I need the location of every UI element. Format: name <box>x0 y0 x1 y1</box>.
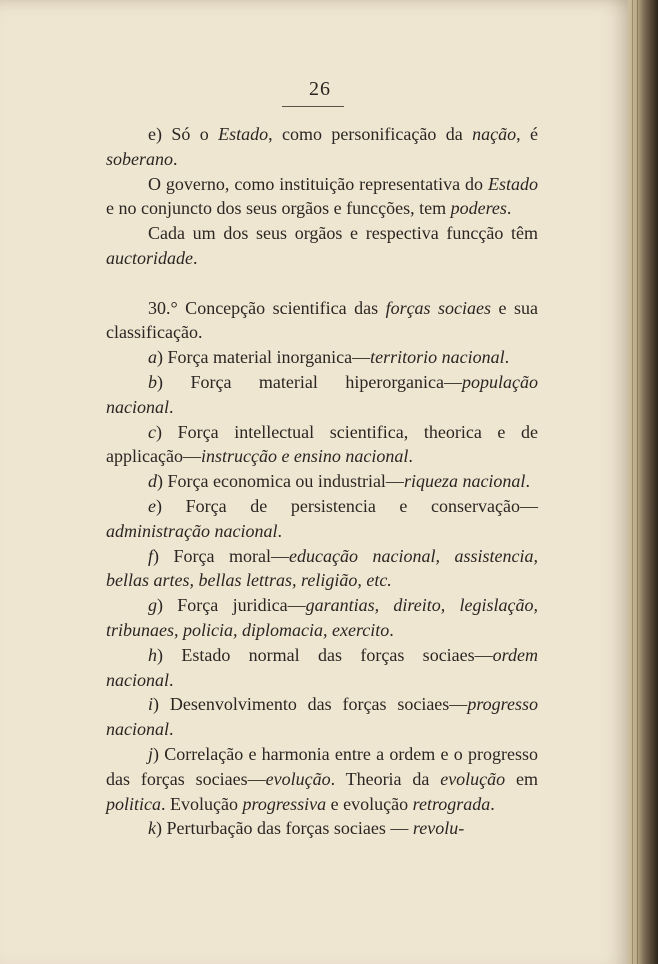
body-text <box>106 122 538 841</box>
page-edges <box>628 0 658 964</box>
paragraph-e1 <box>106 122 538 172</box>
text-run: . <box>408 446 413 467</box>
paragraph-g <box>106 593 538 643</box>
text-run: e sua classificação. <box>106 297 538 343</box>
text-run: ) Força intellectual scientifica, theorica e de applicação— <box>106 421 538 467</box>
text-run: ) Estado normal das forças sociaes— <box>157 644 493 665</box>
italic-text: f <box>148 545 154 566</box>
text-run: . <box>193 247 198 268</box>
text-run: . Theoria da <box>330 768 441 789</box>
italic-text: revolu- <box>412 818 465 839</box>
text-run: . <box>169 719 174 740</box>
paragraph-s30 <box>106 296 538 346</box>
page-number: 26 <box>309 78 331 100</box>
italic-text: h <box>148 644 157 665</box>
italic-text: evolução <box>440 768 506 789</box>
italic-text: k <box>148 818 156 839</box>
italic-text: c <box>148 421 156 442</box>
text-run: . <box>389 619 394 640</box>
paragraph-e2 <box>106 494 538 544</box>
italic-text: poderes <box>450 198 507 219</box>
text-run: ) Correlação e harmonia entre a ordem e o progresso das forças sociaes— <box>106 743 538 789</box>
text-run: . <box>173 148 178 169</box>
text-run: ) Força de persistencia e conservação— <box>156 495 538 516</box>
italic-text: politica <box>106 793 161 814</box>
text-run: ) Perturbação das forças sociaes — <box>156 818 413 839</box>
text-run: e no conjuncto dos seus orgãos e funcções, tem <box>106 198 451 219</box>
italic-text: riqueza nacional <box>403 471 526 492</box>
italic-text: g <box>148 595 157 616</box>
text-run: ) Desenvolvimento das forças sociaes— <box>153 694 468 715</box>
text-run: ) Força material hiperorganica— <box>157 371 462 392</box>
italic-text: a <box>148 347 157 368</box>
text-run: ) Força juridica— <box>157 595 306 616</box>
italic-text: ordem nacional <box>106 644 538 690</box>
text-run: e evolução <box>326 793 413 814</box>
italic-text: garantias, direito, legislação, tribunaes, policia, diplomacia, exercito <box>106 595 538 640</box>
italic-text: progressiva <box>242 793 327 814</box>
text-run: ) Força moral— <box>153 545 290 566</box>
text-run: . <box>490 793 495 814</box>
paragraph-k <box>106 816 538 841</box>
text-run: . <box>169 396 174 417</box>
text-run: Cada um dos seus orgãos e respectiva funcção têm <box>148 223 538 244</box>
text-run: . <box>169 669 174 690</box>
text-run: . <box>504 347 510 368</box>
italic-text: progresso nacional <box>106 694 538 740</box>
paragraph-cada <box>106 221 538 271</box>
text-run: em <box>505 768 538 789</box>
italic-text: e <box>148 495 156 516</box>
italic-text: b <box>148 371 157 392</box>
italic-text: instrucção e ensino nacional <box>200 446 409 467</box>
paragraph-h <box>106 643 538 693</box>
italic-text: soberano <box>106 148 173 169</box>
italic-text: j <box>148 743 154 764</box>
paragraph-i <box>106 692 538 742</box>
text-run: , como personificação da <box>268 124 473 144</box>
paragraph-f <box>106 544 538 594</box>
italic-text: d <box>148 471 157 492</box>
text-run: . <box>525 471 530 492</box>
italic-text: territorio nacional <box>370 347 505 368</box>
text-run: . <box>506 198 512 219</box>
italic-text: evolução <box>265 768 331 789</box>
italic-text: educação nacional, assistencia, bellas artes, bellas lettras, religião, etc. <box>106 545 538 591</box>
paragraph-b <box>106 370 538 420</box>
text-run: ) Força economica ou industrial— <box>157 471 404 492</box>
italic-text: administração nacional <box>106 520 278 541</box>
paragraph-j <box>106 742 538 816</box>
text-run: . <box>277 520 282 541</box>
italic-text: nação <box>472 124 517 144</box>
text-run: 30.° Concepção scientifica das <box>148 297 386 318</box>
paragraph-a <box>106 345 538 370</box>
text-run: O governo, como instituição representativa do <box>148 173 488 194</box>
italic-text: retrograda <box>412 793 491 814</box>
text-run: e) Só o <box>148 124 219 144</box>
italic-text: Estado <box>218 124 269 144</box>
header-rule <box>282 106 344 107</box>
paragraph-d <box>106 469 538 494</box>
italic-text: forças sociaes <box>385 297 492 318</box>
text-run: . Evolução <box>161 793 243 814</box>
italic-text: i <box>148 694 154 715</box>
paragraph-governo <box>106 172 538 222</box>
italic-text: Estado <box>487 173 538 194</box>
paragraph-c <box>106 420 538 470</box>
italic-text: auctoridade <box>106 247 193 268</box>
text-run: , é <box>516 124 538 144</box>
text-run: ) Força material inorganica— <box>157 347 371 368</box>
italic-text: população nacional <box>106 371 538 417</box>
